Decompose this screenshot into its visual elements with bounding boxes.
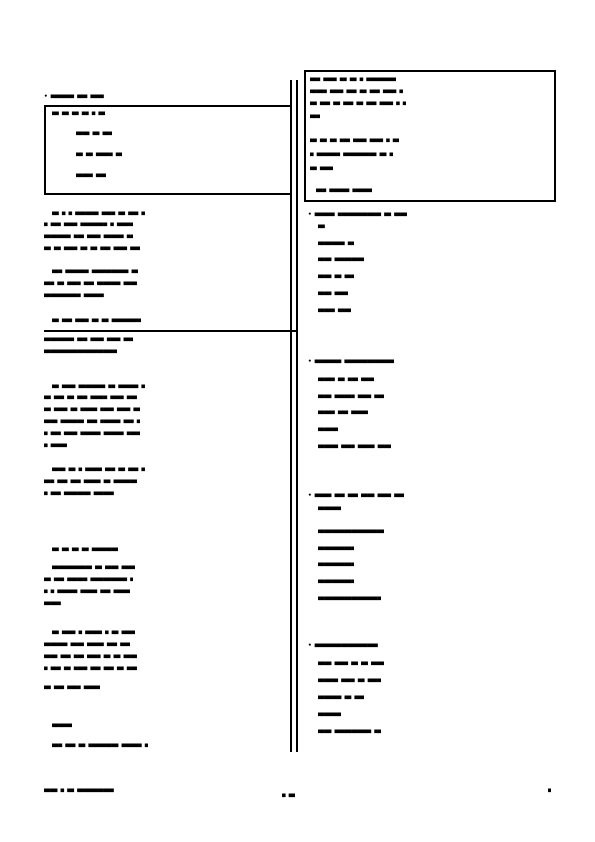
paragraph-line: ■■■■■■■■■■■■ ■■ ■■■■ ■■■■ bbox=[52, 564, 135, 571]
paragraph-line: ■ ■■■■■ bbox=[44, 442, 68, 449]
list-item: ■■■■■■■■■■■■■■■■■■■■ bbox=[318, 528, 385, 535]
boxed-line: ■■ ■■■■ bbox=[310, 165, 334, 172]
paragraph-line: ■■■■■■■■■■■ ■■■■■■ bbox=[44, 292, 104, 299]
list-item: ■■■■ ■■■■ ■■ ■■ ■■■■ bbox=[318, 660, 385, 667]
paragraph-line: ■■ ■■■ ■■■■ ■■ ■■ ■■■■■■■■■ bbox=[52, 317, 142, 324]
subheading: ■■ ■■ ■■ ■■ ■■■■■■■■ bbox=[52, 546, 119, 553]
section-heading: • ■■■■■ ■■■ ■■■ ■■■■ ■■■■ ■■■ bbox=[308, 492, 405, 499]
paragraph-line: ■■■■■■■ ■■■■ ■■■■■ ■■■ ■■■ bbox=[44, 641, 131, 648]
list-item: ■■■■■ ■■■ ■■■■■ bbox=[318, 409, 368, 416]
paragraph-line: ■■■ ■■■ ■■ ■■■■■■■■■ ■■■■■■ ■ bbox=[52, 742, 149, 749]
paragraph-line: ■ ■ ■■■■■■ ■■■■■ ■■■ ■■■■■ bbox=[44, 588, 131, 595]
paragraph-line: ■■■■ ■■■■■■■ ■■■ ■■■■■■ ■■■ ■ bbox=[44, 418, 141, 425]
list-item: ■■■■■ ■■■ bbox=[76, 172, 106, 179]
paragraph-line: ■ ■■■ ■■■■■■■■ ■■■■■■ bbox=[44, 490, 114, 497]
paragraph-line: ■■ ■■■■ ■ ■■■■■ ■ ■■ ■■■■ bbox=[52, 629, 135, 636]
list-item: ■■■■■■ ■■■■ ■■■■■ ■■■■ bbox=[318, 443, 391, 450]
paragraph-line: ■■ ■■■ ■■■■ ■■■■■ bbox=[44, 684, 101, 691]
list-item: ■■■■ ■■■■ bbox=[318, 290, 348, 297]
paragraph-line: ■■ ■■■ ■■ ■■■ ■■■■■ ■■■■ ■■■ bbox=[44, 394, 137, 401]
paragraph-line: ■■■ ■■■ ■■■ ■■■■■ ■■ ■■■■■■■ bbox=[44, 478, 137, 485]
list-item: ■■■■■■■■■■■ bbox=[318, 545, 355, 552]
paragraph-line: ■ ■■■ ■■ ■■■■ ■■■ ■■■ ■■ ■■■ bbox=[44, 665, 137, 672]
section-heading: • ■■■■■■■ ■■■ ■■■■ bbox=[44, 93, 104, 100]
paragraph-line: ■ ■■■ ■■■■ ■■■■■■ ■■■■■■ ■■■■ bbox=[44, 430, 141, 437]
footer-right: ■ bbox=[548, 787, 552, 794]
section-heading-cont: ■■■■■■■ bbox=[318, 505, 342, 512]
paragraph-line: ■■ ■■■ ■■■■■■ ■■■■■■■■■■■ ■ bbox=[44, 576, 134, 583]
list-item: ■■■■■■■■■■■ bbox=[318, 578, 355, 585]
section-heading-cont: ■■ bbox=[318, 223, 325, 230]
paragraph-line: ■■ ■■■■ ■■■■■■■■ ■■ ■■■■■■ ■ bbox=[52, 383, 145, 390]
paragraph-line: ■■■■■■■■ ■■■ ■■■■ ■■■■■■ ■■ bbox=[44, 233, 134, 240]
boxed-line: ■■ ■■■ ■■ ■■■ ■■ ■■■ ■■■■ ■ ■ bbox=[310, 100, 407, 107]
list-item: ■■■■■■■ bbox=[318, 711, 342, 718]
paragraph-line: ■■■ ■■■■■■■ ■■■■■■■■■■■ ■■ bbox=[52, 268, 139, 275]
list-item: ■■■■■■ ■■■■ ■■ ■■■■ bbox=[318, 677, 381, 684]
list-item: ■■ ■■ ■■■■■ ■■ bbox=[76, 151, 123, 158]
boxed-line: ■ ■■■■■■■ ■■■■■■■■■■ ■■ ■ bbox=[310, 151, 393, 158]
subheading: ■■■■■■ bbox=[52, 722, 72, 729]
list-item: ■■■■ ■■ ■■■ bbox=[318, 273, 355, 280]
list-item: ■■■■■■■■■■■■■■■■■■■ bbox=[318, 595, 381, 602]
list-item: ■■■■■■■■ ■■ bbox=[318, 240, 355, 247]
paragraph-line: ■ ■■■ ■■■■ ■■■■■■■■ ■ ■■■■■ bbox=[44, 221, 134, 228]
column-divider bbox=[296, 80, 298, 752]
list-item: ■■■■■■■ ■■ ■■■ bbox=[318, 694, 365, 701]
paragraph-line: ■■■■■■■■■■■■■■■■■■■■■■ bbox=[44, 348, 117, 355]
boxed-line: ■■■ ■■■■ ■■ ■■ ■ ■■■■■■■■■ bbox=[310, 76, 397, 83]
paragraph-line: ■■ ■■■■ ■■ ■■■■■ ■■■■ ■■■■ ■■ bbox=[44, 406, 141, 413]
paragraph-line: ■■ ■■ ■■■■ ■■ ■■ ■■■ ■■■■ ■■■ bbox=[44, 245, 141, 252]
paragraph-line: ■■■■ ■■■ ■■■ ■■■■ ■■ ■■ ■■■■ bbox=[44, 653, 137, 660]
section-heading: • ■■■■■■■■ ■■■■■■■■■■■■■■■ bbox=[308, 358, 395, 365]
boxed-list bbox=[44, 105, 292, 195]
list-item: ■■■■ ■■ ■■■ bbox=[76, 130, 113, 137]
list-item: ■■■■ ■■■■■■ ■■■■ ■■■ bbox=[318, 393, 385, 400]
list-item: ■■■■■ ■■ ■■■ ■■■■ bbox=[318, 376, 375, 383]
paragraph-line: ■■■■■ bbox=[44, 600, 61, 607]
divider bbox=[44, 330, 296, 332]
boxed-line: ■■■■■ ■■■■ ■■■ ■■ ■■■ ■■■■ ■ bbox=[310, 88, 403, 95]
boxed-line: ■■ ■■ ■■ ■■■ ■■■■ ■■■■ ■ ■■ bbox=[310, 137, 400, 144]
column-divider bbox=[290, 80, 292, 752]
paragraph-line: ■■■■■■■■■ ■■■ ■■■■ ■■■■ ■■■ bbox=[44, 336, 134, 343]
section-heading: • ■■■■■■■■■■■■■■■■■■■ bbox=[308, 642, 378, 649]
list-item: ■■■■ ■■■■■■■■■ bbox=[318, 256, 365, 263]
list-item: ■■■■■ ■■■■ bbox=[318, 307, 352, 314]
boxed-line: ■■■ ■■■■■■ ■■■■■■ bbox=[316, 187, 373, 194]
page-number: ■ ■■ bbox=[282, 792, 296, 799]
paragraph-line: ■■■ ■■ ■■■■ ■■■ ■■■■■■■ ■■■■ bbox=[44, 280, 137, 287]
section-heading: • ■■■■■■ ■■■■■■■■■■■■■ ■■ ■■■■ bbox=[308, 211, 408, 218]
boxed-line: ■■■ bbox=[310, 113, 320, 120]
boxed-list-title: ■■ ■■ ■■ ■■ ■ ■■ bbox=[52, 110, 105, 117]
list-item: ■■■■ ■■■■■■■■■■■ ■■ bbox=[318, 728, 381, 735]
list-item: ■■■■■■■■■■■ bbox=[318, 561, 355, 568]
list-item: ■■■■■■ bbox=[318, 426, 338, 433]
paragraph-line: ■■ ■ ■ ■■■■■■■ ■■■■ ■■ ■■■ ■ bbox=[52, 210, 145, 217]
paragraph-line: ■■■■ ■■ ■ ■■■■■ ■■■ ■■ ■■■ ■ bbox=[52, 466, 145, 473]
footer-left: ■■■■ ■ ■■ ■■■■■■■■■■■ bbox=[44, 787, 114, 794]
